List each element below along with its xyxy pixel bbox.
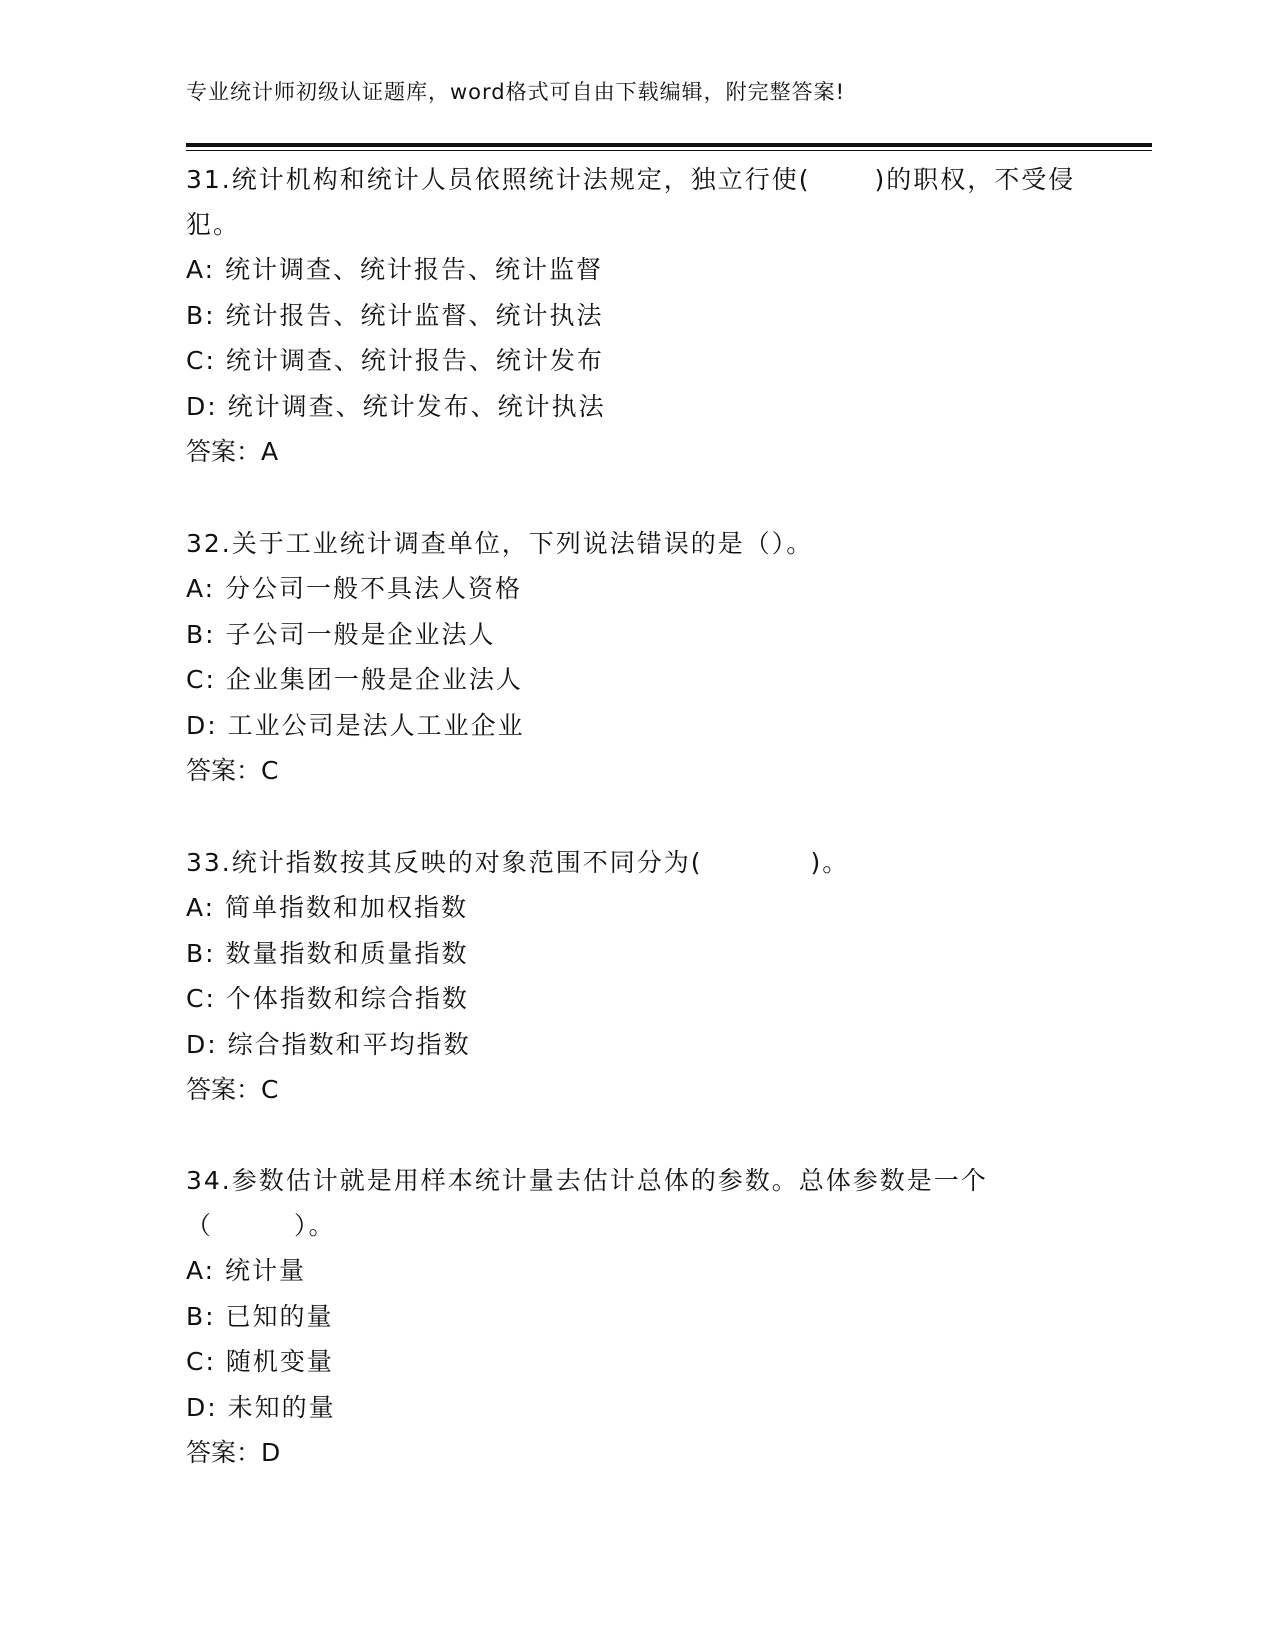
option-text: 已知的量 [225, 1301, 334, 1331]
option-label: D: [186, 1392, 228, 1422]
question-31 [186, 157, 1086, 475]
option-label: D: [186, 710, 228, 740]
option-label: A: [186, 574, 226, 603]
option-label: C: [186, 984, 226, 1013]
answer: 答案：C [186, 756, 279, 785]
option-b [186, 1294, 1086, 1340]
answer: 答案：D [186, 1438, 281, 1467]
option-a [186, 885, 1086, 931]
option-text: 统计报告、统计监督、统计执法 [225, 300, 604, 330]
option-text: 子公司一般是企业法人 [225, 619, 496, 649]
option-label: C: [186, 346, 226, 375]
option-label: B: [186, 300, 226, 330]
option-label: D: [186, 1029, 228, 1059]
option-d [186, 1385, 1086, 1431]
option-label: C: [186, 665, 226, 694]
option-c [186, 338, 1086, 384]
option-c [186, 976, 1086, 1022]
option-d [186, 703, 1086, 749]
option-text: 综合指数和平均指数 [227, 1029, 471, 1059]
option-text: 简单指数和加权指数 [225, 893, 469, 922]
option-label: A: [186, 255, 226, 284]
page-header: 专业统计师初级认证题库，word格式可自由下载编辑，附完整答案! [186, 80, 846, 104]
option-text: 企业集团一般是企业法人 [225, 665, 523, 694]
option-label: B: [186, 938, 226, 968]
option-text: 统计调查、统计发布、统计执法 [227, 391, 606, 421]
option-label: B: [186, 619, 226, 649]
option-text: 统计调查、统计报告、统计发布 [225, 346, 604, 375]
question-33 [186, 840, 1086, 1113]
option-b [186, 931, 1086, 977]
option-d [186, 1022, 1086, 1068]
question-32 [186, 521, 1086, 794]
header-rule-thin [186, 150, 1152, 151]
option-a [186, 247, 1086, 293]
option-c [186, 1339, 1086, 1385]
option-text: 工业公司是法人工业企业 [227, 710, 525, 740]
answer: 答案：A [186, 437, 279, 466]
option-text: 分公司一般不具法人资格 [225, 574, 523, 603]
option-d [186, 384, 1086, 430]
option-label: D: [186, 391, 228, 421]
option-b [186, 293, 1086, 339]
question-stem: 31.统计机构和统计人员依照统计法规定，独立行使( )的职权，不受侵犯。 [186, 165, 1076, 239]
option-a [186, 1248, 1086, 1294]
question-stem: 34.参数估计就是用样本统计量去估计总体的参数。总体参数是一个（ ）。 [186, 1166, 988, 1240]
header-rule-thick [186, 143, 1152, 147]
option-b [186, 612, 1086, 658]
option-label: C: [186, 1347, 226, 1376]
option-label: A: [186, 893, 226, 922]
option-text: 统计调查、统计报告、统计监督 [225, 255, 604, 284]
option-text: 个体指数和综合指数 [225, 984, 469, 1013]
question-34 [186, 1158, 1086, 1476]
answer: 答案：C [186, 1075, 279, 1104]
option-text: 未知的量 [227, 1392, 336, 1422]
option-c [186, 657, 1086, 703]
option-text: 随机变量 [225, 1347, 334, 1376]
option-a [186, 566, 1086, 612]
option-label: B: [186, 1301, 226, 1331]
option-text: 统计量 [225, 1256, 307, 1285]
question-stem: 32.关于工业统计调查单位，下列说法错误的是（）。 [186, 529, 814, 558]
option-text: 数量指数和质量指数 [225, 938, 469, 968]
question-stem: 33.统计指数按其反映的对象范围不同分为( )。 [186, 848, 850, 877]
option-label: A: [186, 1256, 226, 1285]
